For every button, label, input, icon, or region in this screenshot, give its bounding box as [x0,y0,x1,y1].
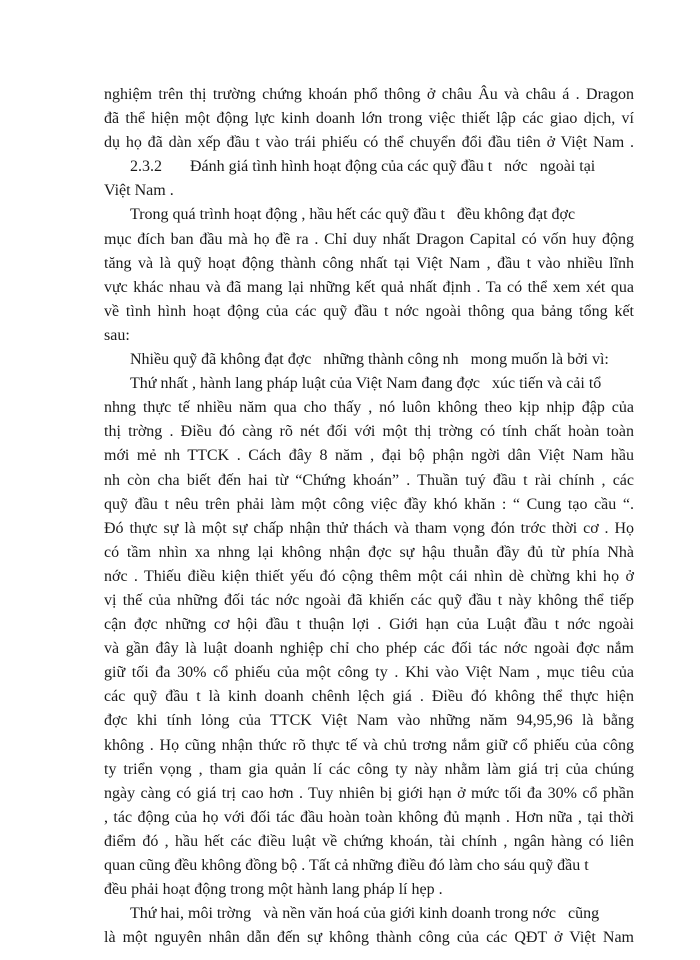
text-line: vị thế của những đối tác nớc ngoài đã khiến các quỹ đầu t này không thể tiếp [104,591,634,609]
text-line: cận đợc những cơ hội đầu t thuận lợi . Giới hạn của Luật đầu t nớc ngoài [104,616,634,634]
text-line: ty triển vọng , tham gia quản lí các công ty này nhằm làm giá trị của chúng [104,760,634,778]
text-line: mục đích ban đầu mà họ đề ra . Chỉ duy nhất Dragon Capital có vốn huy động [104,230,634,248]
text-line: nh còn cha biết đến hai từ “Chứng khoán” . Thuần tuý đầu t rài chính , các [104,471,634,489]
text-line: Trong quá trình hoạt động , hầu hết các quỹ đầu t đều không đạt đợc [130,206,576,224]
text-line: vực khác nhau và đã mang lại những kết quả nhất định . Ta có thể xem xét qua [104,278,634,296]
section-heading-continuation: Việt Nam . [104,182,174,200]
text-line: mới mẻ nh TTCK . Cách đây 8 năm , đại bộ phận ngời dân Việt Nam hầu [104,447,634,465]
text-line: đều phải hoạt động trong một hành lang pháp lí hẹp . [104,881,443,899]
text-line: sau: [104,326,130,344]
text-line: đợc khi tính lỏng của TTCK Việt Nam vào những năm 94,95,96 là bằng [104,712,634,730]
text-line: nớc . Thiếu điều kiện thiết yếu đó cộng thêm một cái nhìn dè chừng khi họ ở [104,567,634,585]
text-line: quỹ đầu t nêu trên phải làm một công việc đầy khó khăn : “ Cung tạo cầu “. [104,495,634,513]
text-line: quan cũng đều không đồng bộ . Tất cả những điều đó làm cho sáu quỹ đầu t [104,857,589,874]
text-line: về tình hình hoạt động của các quỹ đầu t nớc ngoài thông qua bảng tổng kết [104,302,634,320]
text-line: Thứ nhất , hành lang pháp luật của Việt Nam đang đợc xúc tiến và cải tổ [130,375,602,393]
text-line: và gần đây là luật doanh nghiệp chỉ cho phép các đối tác nớc ngoài đợc nắm [104,640,634,658]
text-line: Thứ hai, môi trờng và nền văn hoá của giới kinh doanh trong nớc cũng [130,905,600,923]
section-heading: 2.3.2 Đánh giá tình hình hoạt động của các quỹ đầu t nớc ngoài tại [130,158,596,176]
text-line: ngày càng có giá trị cao hơn . Tuy nhiên bị giới hạn ở mức tối đa 30% cổ phần [104,784,634,802]
text-line: Nhiều quỹ đã không đạt đợc những thành công nh mong muốn là bởi vì: [130,351,609,369]
text-line: có tầm nhìn xa nhng lại không nhận đợc sự hậu thuẫn đầy đủ từ phía Nhà [104,543,634,561]
text-line: nghiệm trên thị trường chứng khoán phổ thông ở châu Âu và châu á . Dragon [104,86,634,103]
text-line: không . Họ cũng nhận thức rõ thực tế và chủ trơng nắm giữ cổ phiếu của công [104,736,634,754]
text-line: đã thể hiện một động lực kinh doanh lớn trong việc thiết lập các giao dịch, ví [104,110,634,128]
text-line: các quỹ đầu t là kinh doanh chênh lệch giá . Điều đó không thể thực hiện [104,688,634,706]
text-line: , tác động của họ với đối tác đầu hoàn toàn không đủ mạnh . Hơn nữa , tại thời [104,808,634,826]
text-line: dụ họ đã dàn xếp đầu t vào trái phiếu có thể chuyển đổi đầu tiên ở Việt Nam . [104,134,634,152]
text-line: điểm đó , hầu hết các điều luật về chứng khoán, tài chính , ngân hàng có liên [104,832,634,850]
text-line: thị trờng . Điều đó càng rõ nét đối với một thị trờng có tính chất hoàn toàn [104,423,634,441]
text-line: Đó thực sự là một sự chấp nhận thử thách và tham vọng đón trớc thời cơ . Họ [104,519,634,537]
text-line: giữ tối đa 30% cổ phiếu của một công ty . Khi vào Việt Nam , mục tiêu của [104,664,634,682]
document-body [104,83,634,950]
text-line: tăng và là quỹ hoạt động thành công nhất tại Việt Nam , đầu t vào nhiều lĩnh [104,254,634,272]
text-line: nhng thực tế nhiều năm qua cho thấy , nó luôn không theo kịp nhịp đập của [104,399,634,417]
text-line: là một nguyên nhân dẫn đến sự không thành công của các QĐT ở Việt Nam [104,929,634,947]
